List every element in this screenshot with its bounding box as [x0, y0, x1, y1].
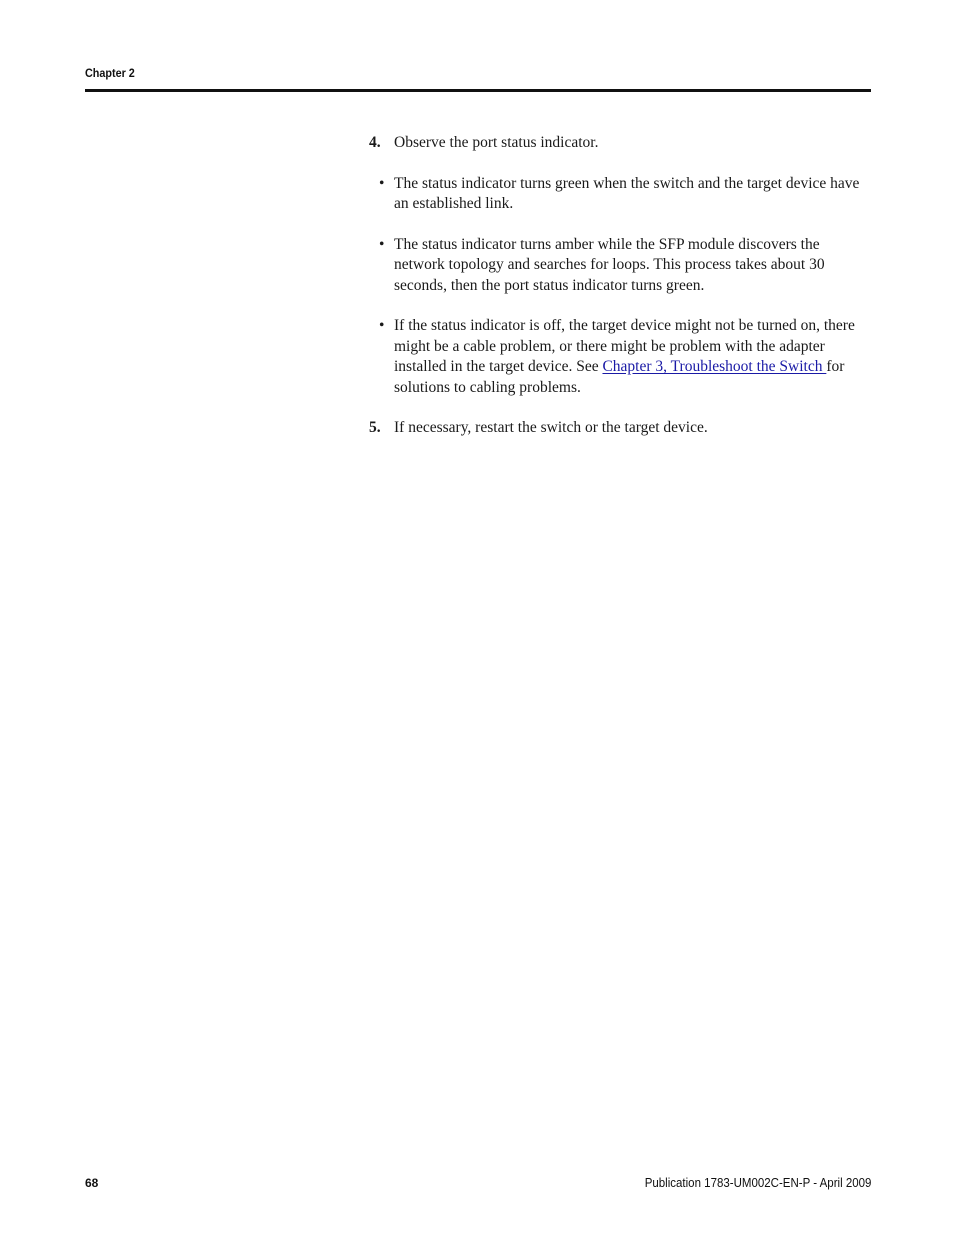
main-content	[369, 133, 869, 439]
step-number: 5.	[369, 419, 381, 436]
bullet-icon: •	[379, 317, 385, 334]
page-number: 68	[85, 1176, 99, 1190]
bullet-icon: •	[379, 174, 385, 192]
bullet-icon: •	[379, 235, 385, 253]
step-text: If necessary, restart the switch or the target device.	[394, 419, 708, 436]
bullet-item	[369, 174, 869, 215]
step-text: Observe the port status indicator.	[394, 134, 599, 151]
step-5	[369, 418, 869, 439]
bullet-text-before-link: If the status indicator is off, the target device might not be turned on, there might be a cable problem, or there might be problem with the adapter installed in the target device. See	[394, 317, 855, 375]
chapter-label: Chapter 2	[85, 66, 135, 80]
step-4	[369, 133, 869, 154]
publication-info: Publication 1783-UM002C-EN-P - April 2009	[644, 1176, 871, 1190]
bullet-item	[369, 235, 869, 297]
chapter-3-link[interactable]: Chapter 3, Troubleshoot the Switch	[602, 358, 827, 375]
bullet-text: The status indicator turns green when the switch and the target device have an established link.	[394, 174, 860, 212]
bullet-text-after-link: for solutions to cabling problems.	[394, 358, 845, 396]
step-number: 4.	[369, 134, 381, 151]
bullet-item	[369, 316, 869, 398]
header-rule	[85, 89, 871, 92]
bullet-text: The status indicator turns amber while the SFP module discovers the network topology and searches for loops. This process takes about 30 seconds, then the port status indicator turns green.	[394, 235, 825, 294]
